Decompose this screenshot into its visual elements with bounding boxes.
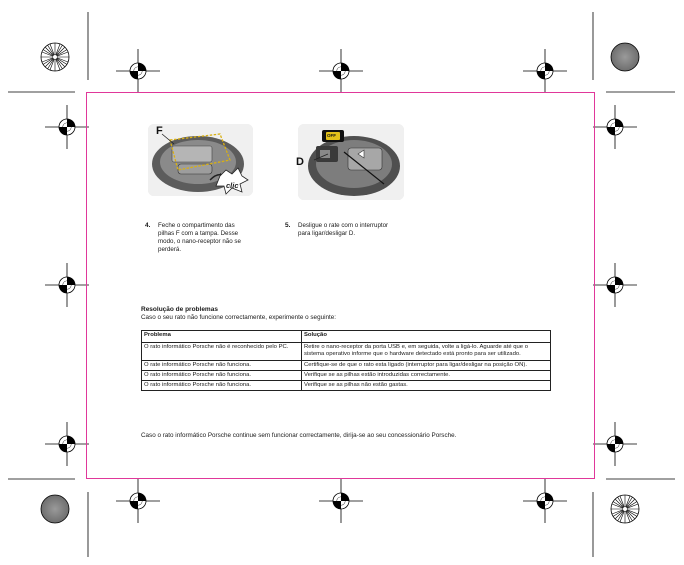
callout-letter-d: D (296, 156, 304, 168)
step-number: 5. (285, 222, 291, 229)
step-text-line: perderá. (158, 246, 182, 253)
column-header-solution: Solução (302, 331, 551, 343)
table-row (142, 343, 551, 361)
off-switch-label: OFF (327, 133, 336, 138)
table-row (142, 381, 551, 391)
step-text-line: pilhas F com a tampa. Desse (158, 230, 239, 237)
power-switch-photo (298, 124, 404, 200)
problem-cell: O rato informático Porsche não funciona. (142, 381, 302, 391)
step-text-line: Feche o compartimento das (158, 222, 235, 229)
problem-cell: O rato informático Porsche não funciona. (142, 370, 302, 380)
section-intro: Caso o seu rato não funcione correctamente, experimente o seguinte: (141, 314, 336, 321)
callout-letter-f: F (156, 125, 163, 137)
problem-cell: O rate informático Porsche não funciona. (142, 360, 302, 370)
step-number: 4. (145, 222, 151, 229)
table-header-row (142, 331, 551, 343)
table-row (142, 360, 551, 370)
troubleshooting-table (141, 330, 551, 391)
step-text-line: modo, o nano-receptor não se (158, 238, 241, 245)
clic-sound-label: clic (226, 181, 239, 190)
solution-cell: Retire o nano-receptor da porta USB e, em seguida, volte a ligá-lo. Aguarde até que o sistema operativo informe que o hardware detectado está pronto para ser utilizado. (302, 343, 551, 361)
footer-note: Caso o rato informático Porsche continue sem funcionar correctamente, dirija-se ao seu concessionário Porsche. (141, 432, 457, 439)
step-text (158, 222, 241, 254)
solution-cell: Verifique se as pilhas estão introduzidas correctamente. (302, 370, 551, 380)
problem-cell: O rato informático Porsche não é reconhecido pelo PC. (142, 343, 302, 361)
column-header-problem: Problema (142, 331, 302, 343)
solution-cell: Verifique se as pilhas não estão gastas. (302, 381, 551, 391)
section-title: Resolução de problemas (141, 306, 218, 313)
step-text-line: para ligar/desligar D. (298, 230, 356, 237)
solution-cell: Certifique-se de que o rato esta ligado (interruptor para ligar/desligar na posição ON). (302, 360, 551, 370)
step-text (298, 222, 388, 238)
table-row (142, 370, 551, 380)
step-text-line: Desligue o rate com o interruptor (298, 222, 389, 229)
